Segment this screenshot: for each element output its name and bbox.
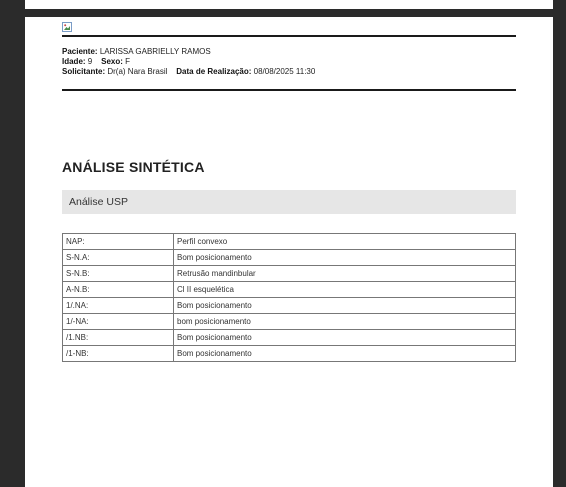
header-bottom-divider — [62, 89, 516, 91]
report-page — [25, 17, 553, 487]
page-title: ANÁLISE SINTÉTICA — [62, 159, 205, 175]
table-row — [63, 330, 516, 346]
row-label: S-N.A: — [63, 250, 174, 266]
requester-label: Solicitante: — [62, 67, 106, 76]
date-value: 08/08/2025 11:30 — [253, 67, 316, 76]
table-row — [63, 298, 516, 314]
sex-label: Sexo: — [101, 57, 123, 66]
age-value: 9 — [87, 57, 93, 66]
row-value: Retrusão mandinbular — [174, 266, 516, 282]
sex-value: F — [125, 57, 131, 66]
row-value: Perfil convexo — [174, 234, 516, 250]
patient-info — [62, 47, 315, 77]
row-label: /1.NB: — [63, 330, 174, 346]
table-row — [63, 250, 516, 266]
row-label: 1/-NA: — [63, 314, 174, 330]
requester-line — [62, 67, 315, 77]
row-value: Bom posicionamento — [174, 346, 516, 362]
row-label: A-N.B: — [63, 282, 174, 298]
row-value: Bom posicionamento — [174, 330, 516, 346]
table-row — [63, 282, 516, 298]
section-header — [62, 190, 516, 214]
patient-name: LARISSA GABRIELLY RAMOS — [99, 47, 211, 56]
previous-page-edge — [25, 0, 553, 9]
table-row — [63, 266, 516, 282]
broken-image-icon — [62, 22, 73, 33]
table-row — [63, 234, 516, 250]
row-value: Bom posicionamento — [174, 250, 516, 266]
age-sex-line — [62, 57, 315, 67]
table-row — [63, 314, 516, 330]
analysis-table — [62, 233, 516, 362]
date-label: Data de Realização: — [176, 67, 252, 76]
section-title: Análise USP — [69, 196, 128, 208]
row-label: /1-NB: — [63, 346, 174, 362]
requester-value: Dr(a) Nara Brasil — [107, 67, 168, 76]
row-label: NAP: — [63, 234, 174, 250]
table-row — [63, 346, 516, 362]
row-value: Bom posicionamento — [174, 298, 516, 314]
row-value: bom posicionamento — [174, 314, 516, 330]
header-top-divider — [62, 35, 516, 37]
age-label: Idade: — [62, 57, 86, 66]
row-label: 1/.NA: — [63, 298, 174, 314]
row-label: S-N.B: — [63, 266, 174, 282]
patient-label: Paciente: — [62, 47, 98, 56]
patient-line — [62, 47, 315, 57]
row-value: Cl II esquelética — [174, 282, 516, 298]
